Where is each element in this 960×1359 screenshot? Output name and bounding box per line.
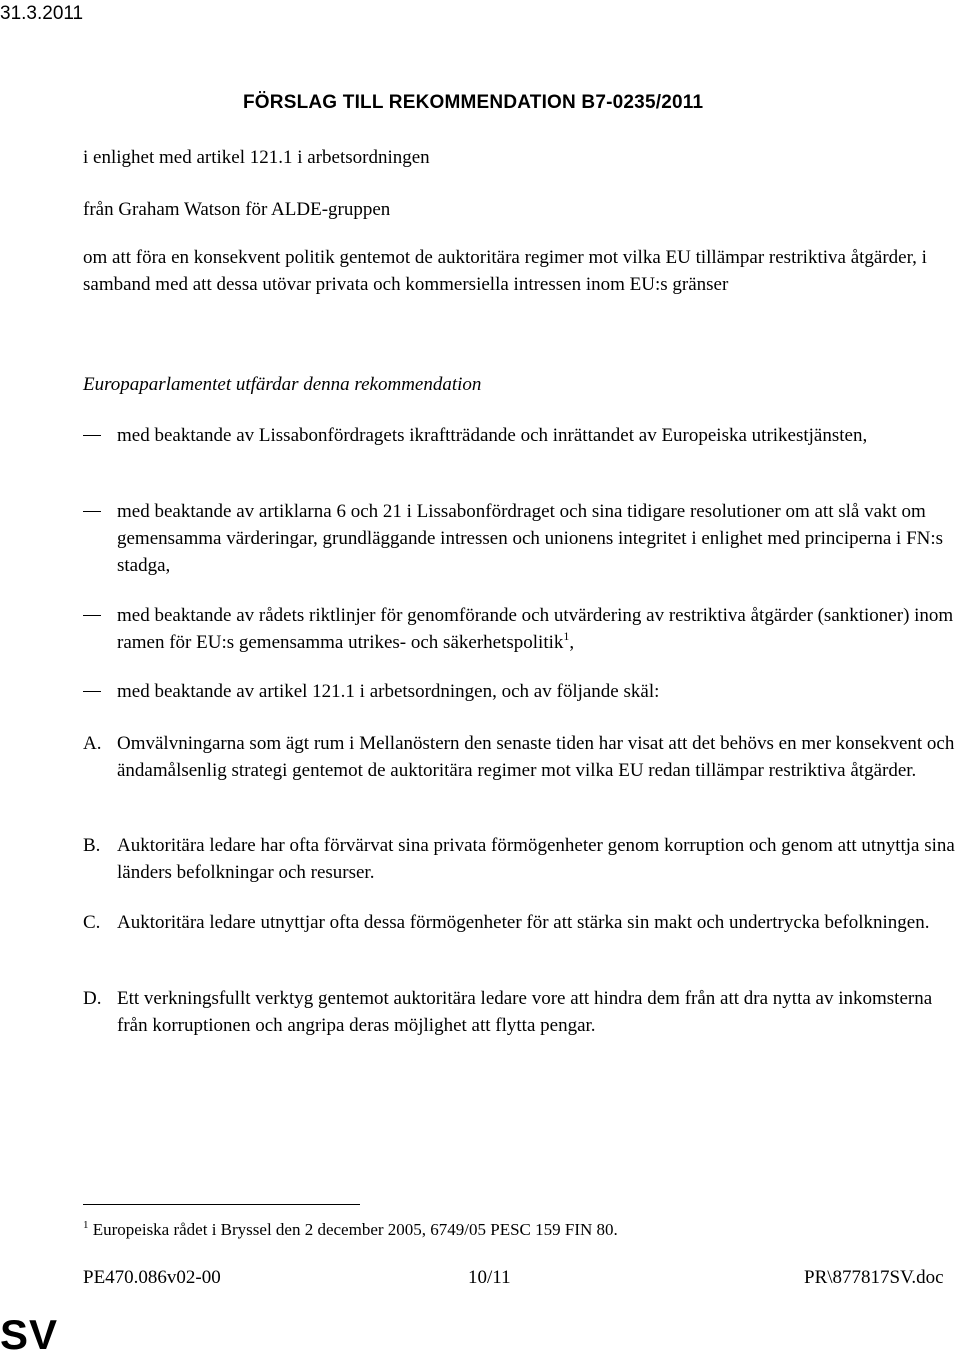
recital-letter: B.: [83, 835, 101, 856]
rule-reference: i enlighet med artikel 121.1 i arbetsordningen: [83, 147, 430, 168]
footnote-reference[interactable]: 1: [563, 629, 570, 643]
document-date: 31.3.2011: [0, 3, 84, 24]
footnote-text: Europeiska rådet i Bryssel den 2 december 2005, 6749/05 PESC 159 FIN 80.: [92, 1220, 618, 1239]
document-title: FÖRSLAG TILL REKOMMENDATION B7-0235/2011: [243, 92, 704, 113]
footnote-separator: [83, 1204, 360, 1205]
recital-text: Omvälvningarna som ägt rum i Mellanöstern den senaste tiden har visat att det behövs en mer konsekvent och ändamålsenlig strategi gentemot de auktoritära regimer mot vilka EU redan tillämpar restriktiva åtgärder.: [117, 733, 955, 781]
recital-letter: C.: [83, 912, 101, 933]
recital-text: Auktoritära ledare utnyttjar ofta dessa förmögenheter för att stärka sin makt och undertrycka befolkningen.: [117, 912, 930, 933]
citation-text-with-footnote: [117, 602, 960, 656]
author-line: från Graham Watson för ALDE-gruppen: [83, 199, 391, 220]
citation-suffix: ,: [569, 632, 575, 653]
footnote-number: 1: [83, 1219, 89, 1231]
citation-text: med beaktande av Lissabonfördragets ikraftträdande och inrättandet av Europeiska utrikestjänsten,: [117, 425, 868, 446]
dash-bullet: [83, 435, 101, 436]
recital-text: Auktoritära ledare har ofta förvärvat sina privata förmögenheter genom korruption och genom att utnyttja sina länders befolkningar och resurser.: [117, 835, 955, 883]
dash-bullet: [83, 691, 101, 692]
footer-page-number: 10/11: [468, 1267, 511, 1288]
footer-reference: PE470.086v02-00: [83, 1267, 221, 1288]
recital-text: Ett verkningsfullt verktyg gentemot auktoritära ledare vore att hindra dem från att dra nytta av inkomsterna från korruptionen och angripa deras möjlighet att flytta pengar.: [117, 988, 933, 1036]
citation-text: med beaktande av artiklarna 6 och 21 i Lissabonfördraget och sina tidigare resolutioner om att slå vakt om gemensamma värderingar, grundläggande intressen och unionens integritet i enlighet med principerna i FN:s stadga,: [117, 501, 944, 576]
recital-letter: A.: [83, 733, 102, 754]
language-code: SV: [0, 1311, 59, 1358]
subject-paragraph: om att föra en konsekvent politik gentemot de auktoritära regimer mot vilka EU tillämpar restriktiva åtgärder, i samband med att dessa utövar privata och kommersiella intressen inom EU:s gränser: [83, 247, 927, 295]
dash-bullet: [83, 615, 101, 616]
recital-letter: D.: [83, 988, 102, 1009]
citation-text: med beaktande av artikel 121.1 i arbetsordningen, och av följande skäl:: [117, 681, 660, 702]
issuer-line: Europaparlamentet utfärdar denna rekommendation: [83, 374, 482, 395]
citation-text: med beaktande av rådets riktlinjer för genomförande och utvärdering av restriktiva åtgärder (sanktioner) inom ramen för EU:s gemensamma utrikes- och säkerhetspolitik: [117, 605, 954, 653]
dash-bullet: [83, 511, 101, 512]
footer-document-code: PR\877817SV.doc: [804, 1267, 944, 1288]
footnote: [83, 1213, 618, 1242]
